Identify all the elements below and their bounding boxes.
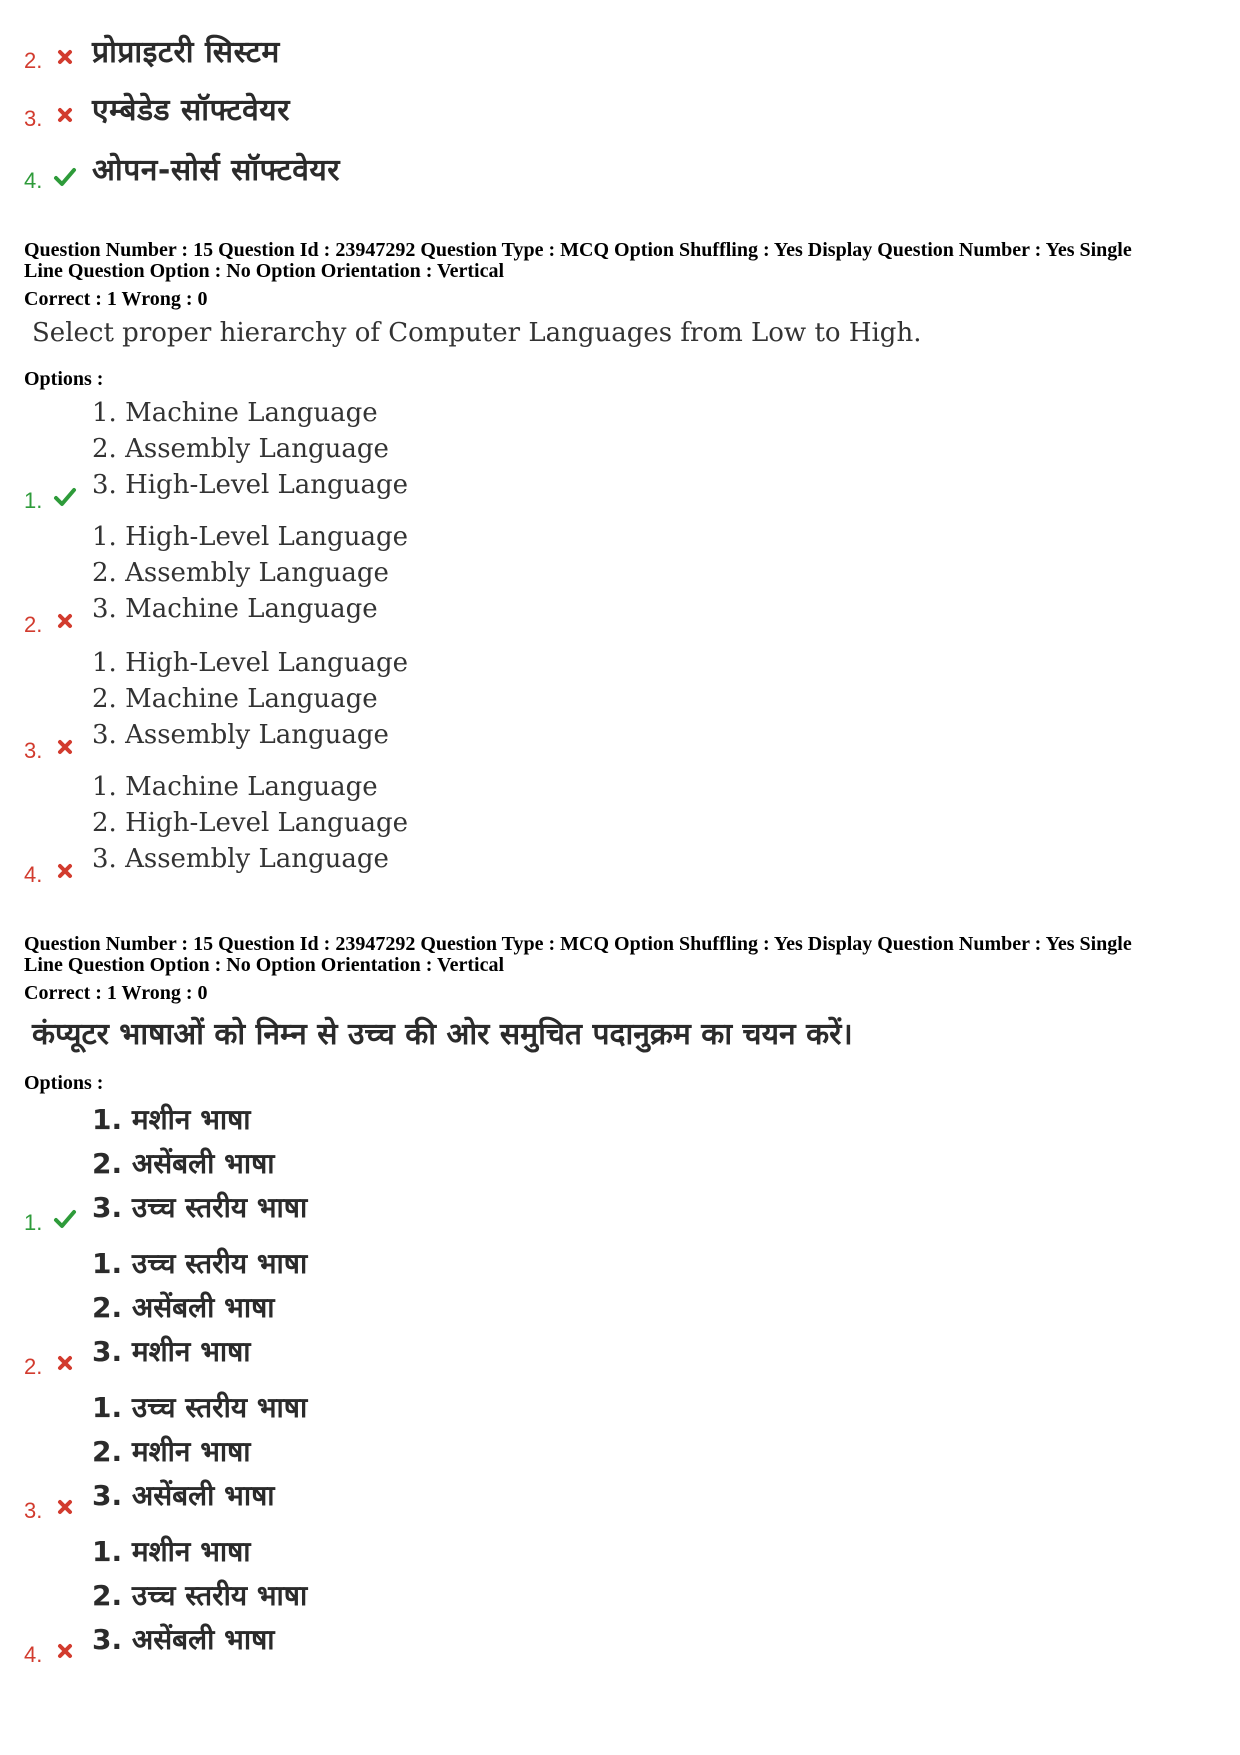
option-line: 2. मशीन भाषा [92,1435,251,1468]
top-option-2-marker [24,40,84,72]
option-line: 3. मशीन भाषा [92,1335,251,1368]
en-option-3-marker [24,730,84,762]
option-number: 4. [24,862,43,887]
option-line: 2. Assembly Language [92,558,389,588]
en-option-2-marker [24,604,84,636]
cross-icon [52,608,78,634]
top-option-3-text: एम्बेडेड सॉफ्टवेयर [92,93,290,128]
option-number: 2. [24,1354,43,1379]
check-icon [52,164,78,190]
option-number: 3. [24,738,43,763]
cross-icon [52,734,78,760]
meta-line-1: Question Number : 15 Question Id : 23947292 Question Type : MCQ Option Shuffling : Yes Display Question Number : Yes Single [24,933,1132,955]
cross-icon [52,102,78,128]
option-number: 1. [24,488,43,513]
option-line: 3. असेंबली भाषा [92,1623,275,1656]
option-line: 3. High-Level Language [92,470,408,500]
option-number: 4. [24,1642,43,1667]
question-text-en: Select proper hierarchy of Computer Languages from Low to High. [32,318,922,348]
option-number: 4. [24,168,43,193]
en-option-4-marker [24,854,84,886]
option-line: 3. Machine Language [92,594,378,624]
option-number: 3. [24,106,43,131]
cross-icon [52,1494,78,1520]
score-en: Correct : 1 Wrong : 0 [24,288,208,310]
question-meta-hi [24,934,1224,976]
option-line: 1. उच्च स्तरीय भाषा [92,1391,308,1424]
option-line: 1. उच्च स्तरीय भाषा [92,1247,308,1280]
option-line: 2. High-Level Language [92,808,408,838]
en-option-1-marker [24,480,84,512]
meta-line-2: Line Question Option : No Option Orientation : Vertical [24,260,505,282]
option-line: 1. मशीन भाषा [92,1103,251,1136]
cross-icon [52,44,78,70]
score-hi: Correct : 1 Wrong : 0 [24,982,208,1004]
option-number: 2. [24,48,43,73]
options-label-en: Options : [24,368,104,390]
cross-icon [52,858,78,884]
hi-option-4-marker [24,1634,84,1666]
meta-line-1: Question Number : 15 Question Id : 23947292 Question Type : MCQ Option Shuffling : Yes Display Question Number : Yes Single [24,239,1132,261]
option-line: 2. Machine Language [92,684,378,714]
question-text-hi: कंप्यूटर भाषाओं को निम्न से उच्च की ओर समुचित पदानुक्रम का चयन करें। [32,1017,853,1052]
check-icon [52,1206,78,1232]
option-line: 1. Machine Language [92,398,378,428]
cross-icon [52,1638,78,1664]
option-line: 2. असेंबली भाषा [92,1147,275,1180]
hi-option-2-marker [24,1346,84,1378]
top-option-4-text: ओपन-सोर्स सॉफ्टवेयर [92,153,341,188]
option-line: 3. Assembly Language [92,844,389,874]
option-number: 1. [24,1210,43,1235]
option-line: 1. मशीन भाषा [92,1535,251,1568]
option-line: 1. Machine Language [92,772,378,802]
option-line: 1. High-Level Language [92,648,408,678]
option-line: 1. High-Level Language [92,522,408,552]
top-option-2-text: प्रोप्राइटरी सिस्टम [92,35,280,70]
options-label-hi: Options : [24,1072,104,1094]
option-line: 3. उच्च स्तरीय भाषा [92,1191,308,1224]
option-line: 2. असेंबली भाषा [92,1291,275,1324]
meta-line-2: Line Question Option : No Option Orientation : Vertical [24,954,505,976]
cross-icon [52,1350,78,1376]
top-option-3-marker [24,98,84,130]
hi-option-3-marker [24,1490,84,1522]
question-meta-en [24,240,1224,282]
option-line: 2. उच्च स्तरीय भाषा [92,1579,308,1612]
option-line: 2. Assembly Language [92,434,389,464]
option-number: 2. [24,612,43,637]
top-option-4-marker [24,160,84,192]
check-icon [52,484,78,510]
option-line: 3. Assembly Language [92,720,389,750]
option-line: 3. असेंबली भाषा [92,1479,275,1512]
hi-option-1-marker [24,1202,84,1234]
option-number: 3. [24,1498,43,1523]
